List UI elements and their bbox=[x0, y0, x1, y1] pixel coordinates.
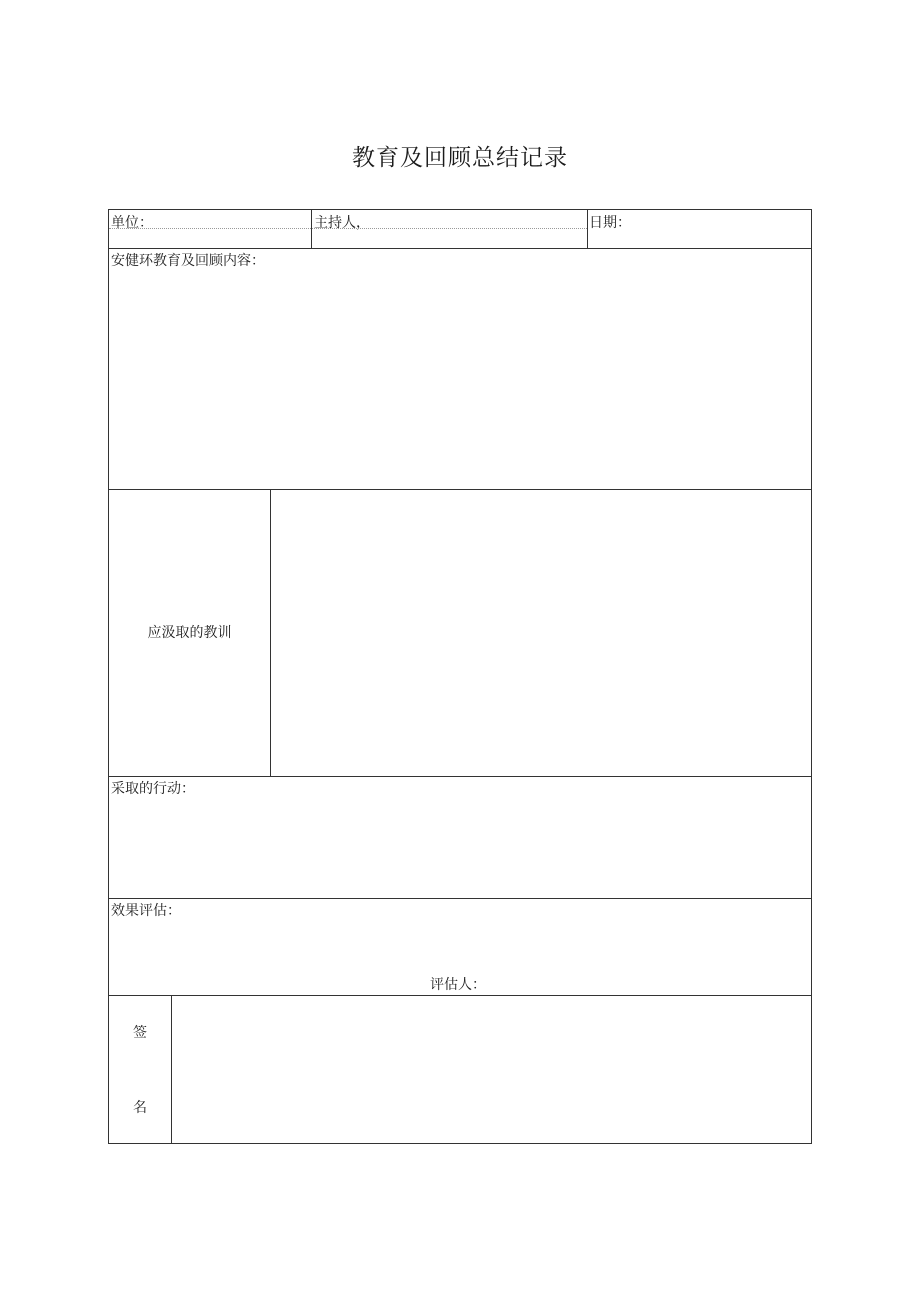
host-label: 主持人， bbox=[314, 215, 370, 231]
evaluation-section-area[interactable] bbox=[109, 899, 811, 995]
record-form-table bbox=[108, 209, 812, 1144]
actions-section-area[interactable] bbox=[109, 777, 811, 898]
lessons-section-area[interactable] bbox=[271, 490, 811, 776]
header-divider-1 bbox=[311, 210, 312, 248]
evaluator-label: 评估人： bbox=[430, 977, 486, 993]
signature-label-bottom: 名 bbox=[133, 1100, 147, 1116]
lessons-section-label: 应汲取的教训 bbox=[147, 625, 232, 641]
signature-label-top: 签 bbox=[133, 1025, 147, 1041]
unit-label: 单位： bbox=[111, 215, 153, 231]
content-section-area[interactable] bbox=[109, 249, 811, 489]
signature-area[interactable] bbox=[172, 996, 811, 1143]
evaluation-section-label: 效果评估： bbox=[111, 903, 181, 919]
page-title: 教育及回顾总结记录 bbox=[352, 145, 568, 171]
actions-section-label: 采取的行动： bbox=[111, 781, 195, 797]
header-divider-2 bbox=[587, 210, 588, 248]
content-section-label: 安健环教育及回顾内容： bbox=[111, 253, 265, 269]
unit-fill-line bbox=[109, 228, 311, 229]
host-fill-line bbox=[312, 228, 587, 229]
date-label: 日期： bbox=[589, 215, 631, 231]
